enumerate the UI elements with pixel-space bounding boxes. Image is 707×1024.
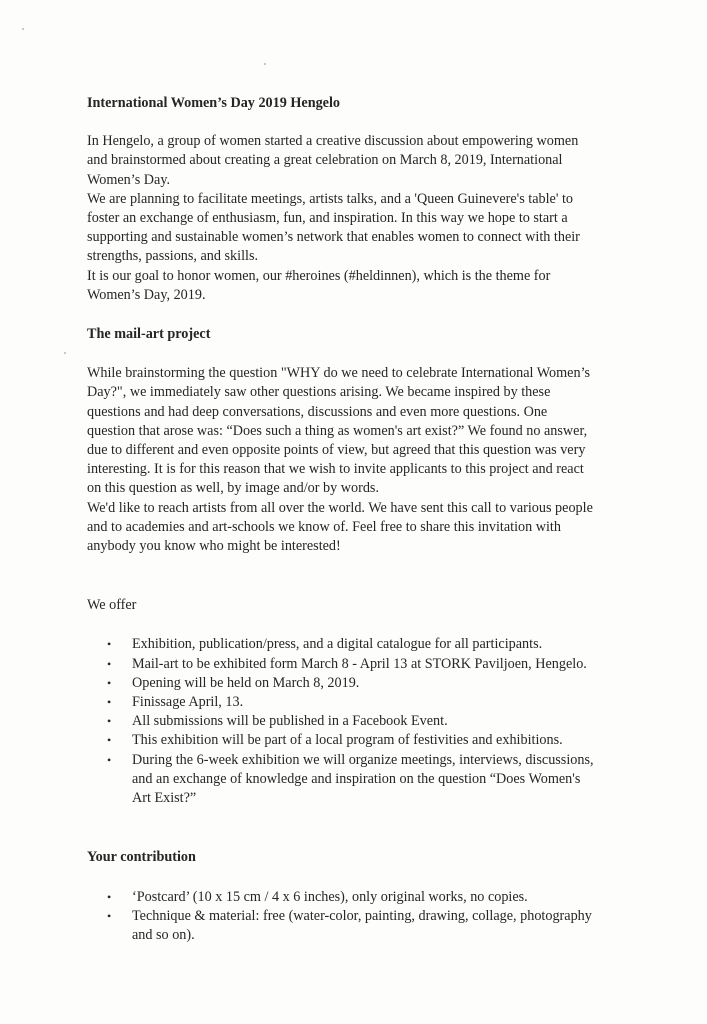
scan-speck bbox=[22, 28, 24, 30]
mailart-line: interesting. It is for this reason that we wish to invite applicants to this project and react bbox=[87, 461, 584, 478]
offer-item-line: During the 6-week exhibition we will organize meetings, interviews, discussions, bbox=[132, 751, 594, 768]
offer-item-line: Mail-art to be exhibited form March 8 - April 13 at STORK Paviljoen, Hengelo. bbox=[132, 655, 587, 672]
intro-line: and brainstormed about creating a great celebration on March 8, 2019, International bbox=[87, 152, 563, 169]
contribution-list bbox=[87, 888, 647, 946]
offer-item-line: Art Exist?” bbox=[132, 790, 197, 807]
mailart-line: and to academies and art-schools we know of. Feel free to share this invitation with bbox=[87, 518, 561, 535]
mailart-paragraph bbox=[87, 364, 647, 556]
contribution-item-line: and so on). bbox=[132, 926, 195, 943]
bullet-icon: • bbox=[107, 908, 112, 923]
scan-speck bbox=[264, 63, 266, 65]
offer-list-item bbox=[87, 674, 647, 693]
intro-line: In Hengelo, a group of women started a creative discussion about empowering women bbox=[87, 133, 579, 150]
bullet-icon: • bbox=[107, 752, 112, 767]
offer-list-item bbox=[87, 693, 647, 712]
intro-line: supporting and sustainable women’s network that enables women to connect with their bbox=[87, 229, 580, 246]
bullet-icon: • bbox=[107, 695, 112, 710]
bullet-icon: • bbox=[107, 733, 112, 748]
bullet-icon: • bbox=[107, 714, 112, 729]
contribution-heading: Your contribution bbox=[87, 849, 196, 866]
offer-list-item bbox=[87, 635, 647, 654]
scan-speck bbox=[64, 352, 66, 354]
intro-line: Women’s Day, 2019. bbox=[87, 286, 206, 303]
document-body bbox=[87, 94, 647, 945]
mailart-heading: The mail-art project bbox=[87, 326, 211, 343]
offer-list-item bbox=[87, 712, 647, 731]
offer-item-line: Finissage April, 13. bbox=[132, 694, 244, 711]
offer-heading: We offer bbox=[87, 597, 137, 614]
mailart-line: question that arose was: “Does such a thing as women's art exist?” We found no answer, bbox=[87, 422, 588, 439]
offer-item-line: All submissions will be published in a Facebook Event. bbox=[132, 713, 448, 730]
offer-list-item bbox=[87, 731, 647, 750]
document-title: International Women’s Day 2019 Hengelo bbox=[87, 95, 341, 111]
offer-item-line: This exhibition will be part of a local program of festivities and exhibitions. bbox=[132, 732, 563, 749]
mailart-line: due to different and even opposite points of view, but agreed that this question was very bbox=[87, 442, 586, 459]
intro-line: foster an exchange of enthusiasm, fun, and inspiration. In this way we hope to start a bbox=[87, 210, 568, 227]
mailart-line: questions and had deep conversations, discussions and even more questions. One bbox=[87, 403, 548, 420]
bullet-icon: • bbox=[107, 656, 112, 671]
bullet-icon: • bbox=[107, 889, 112, 904]
bullet-icon: • bbox=[107, 637, 112, 652]
contribution-list-item bbox=[87, 888, 647, 907]
intro-paragraph bbox=[87, 132, 647, 305]
contribution-item-line: ‘Postcard’ (10 x 15 cm / 4 x 6 inches), only original works, no copies. bbox=[132, 888, 528, 905]
offer-list bbox=[87, 635, 647, 808]
mailart-line: While brainstorming the question "WHY do we need to celebrate International Women’s bbox=[87, 365, 591, 382]
offer-item-line: and an exchange of knowledge and inspiration on the question “Does Women's bbox=[132, 770, 581, 787]
mailart-line: Day?", we immediately saw other questions arising. We became inspired by these bbox=[87, 384, 551, 401]
offer-list-item bbox=[87, 655, 647, 674]
mailart-line: anybody you know who might be interested! bbox=[87, 538, 341, 555]
intro-line: It is our goal to honor women, our #heroines (#heldinnen), which is the theme for bbox=[87, 267, 551, 284]
bullet-icon: • bbox=[107, 675, 112, 690]
contribution-list-item bbox=[87, 907, 647, 945]
mailart-line: on this question as well, by image and/or by words. bbox=[87, 480, 379, 497]
intro-line: We are planning to facilitate meetings, artists talks, and a 'Queen Guinevere's table' to bbox=[87, 190, 573, 207]
intro-line: strengths, passions, and skills. bbox=[87, 248, 259, 265]
offer-list-item bbox=[87, 751, 647, 809]
offer-item-line: Exhibition, publication/press, and a digital catalogue for all participants. bbox=[132, 636, 543, 653]
mailart-line: We'd like to reach artists from all over the world. We have sent this call to various people bbox=[87, 499, 593, 516]
intro-line: Women’s Day. bbox=[87, 171, 171, 188]
contribution-item-line: Technique & material: free (water-color, painting, drawing, collage, photography bbox=[132, 907, 592, 924]
offer-item-line: Opening will be held on March 8, 2019. bbox=[132, 674, 360, 691]
